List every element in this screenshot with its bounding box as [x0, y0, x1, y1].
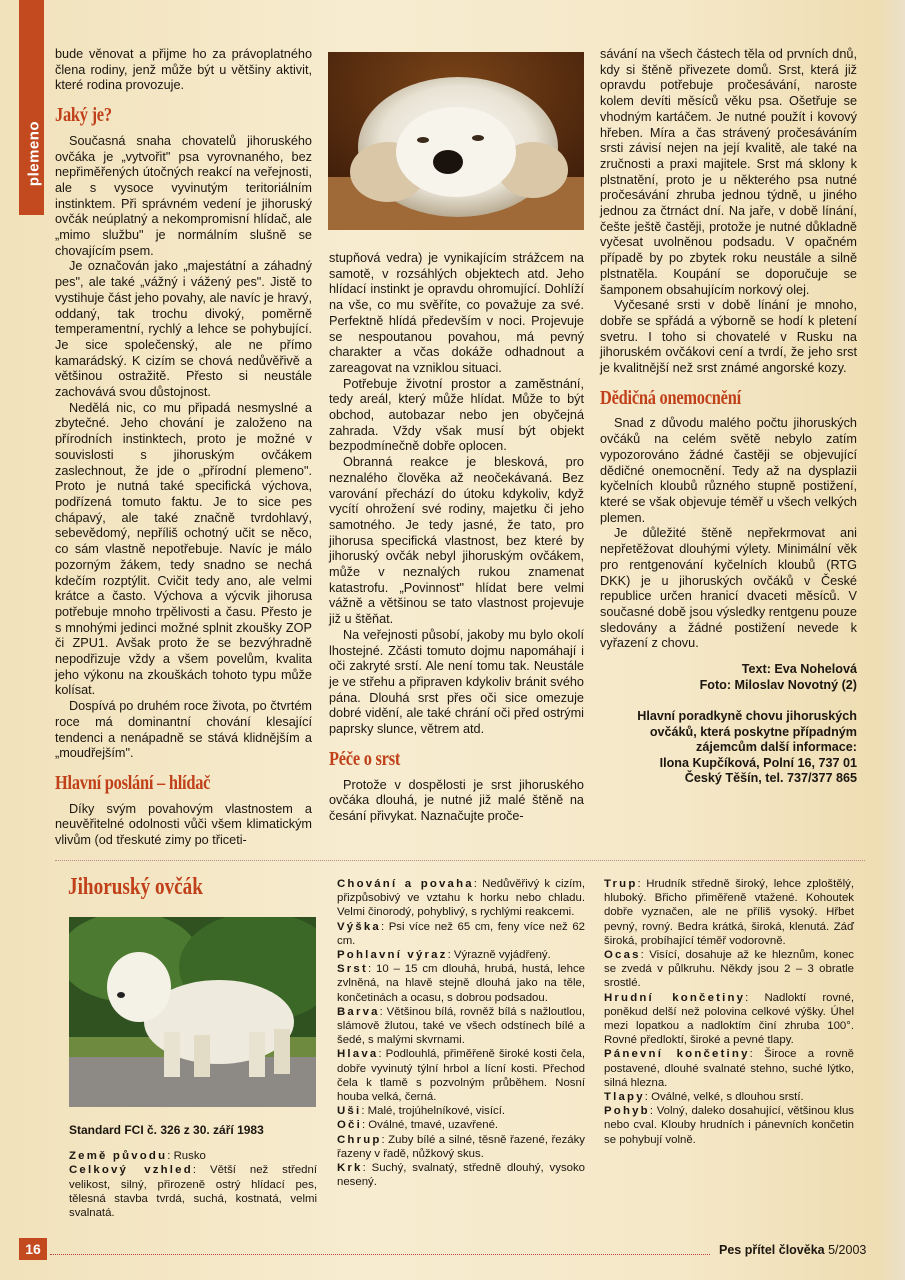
- standard-item: [604, 877, 854, 948]
- paragraph: Vyčesané srsti v době línání je mnoho, dobře se spřádá a výborně se hodí k pletení svetru. I toho si chovatelé v Rusku na jihoruském ovčákovi cení a tvrdí, že jeho srst je kvalitnější než srst známé angorské kozy.: [600, 298, 857, 376]
- standard-text: : Visící, dosahuje až ke hleznům, konec se zvedá v půlkruhu. Někdy jsou 2 – 3 obratle srostlé.: [604, 949, 854, 990]
- paragraph: Dospívá po druhém roce života, po čtvrtém roce má dominantní chování klesající tendenci a nenápadně se stává klidnějším a „moudřejším".: [55, 699, 312, 761]
- puppy-photo: [328, 52, 584, 230]
- standard-label: Pohlavní výraz: [337, 949, 448, 962]
- standard-text: : Volný, daleko dosahující, většinou klus nebo cval. Klouby hrudních i pánevních končetin se pohybují volně.: [604, 1105, 854, 1146]
- paragraph: Obranná reakce je blesková, pro neznalého člověka až neočekávaná. Bez varování přechází do útoku kdykoliv, když vycítí ohrožení své rodiny, majetku či jeho samotného. Je tedy jasné, že tato, pro jihorusa specifická vlastnost, bez které by jihoruský ovčák nebyl jihoruským ovčákem, může v neznalých rukou znamenat katastrofu. „Povinnost" hlídat bere velmi vážně a většinou se tato vlastnost projevuje již u štěňat.: [329, 455, 584, 627]
- standard-column-3: [604, 877, 854, 1147]
- standard-text: : Oválné, velké, s dlouhou srstí.: [644, 1091, 804, 1104]
- standard-text: : Nedůvěřivý k cizím, přizpůsobivý ve vztahu k horku nebo chladu. Velmi činorodý, pohyblivý, s rychlými reakcemi.: [337, 878, 585, 919]
- paragraph: stupňová vedra) je vynikajícím strážcem na samotě, v rozsáhlých objektech atd. Jeho hlídací instinkt je opravdu ohromující. Dohlíží na vše, co mu svěříte, co považuje za své. Perfektně hlídá především v noci. Projevuje se nespoutanou povahou, má pevný charakter a včas dokáže odhadnout a zareagovat na vzniklou situaci.: [329, 251, 584, 375]
- standard-text: : Podlouhlá, přiměřeně široké kosti čela, dobře vyvinutý týlní hrbol a lícní kosti. Přechod čela k tlamě s pozvolným průběhem. Nosní houba velká, černá.: [337, 1048, 585, 1104]
- standard-item: [337, 1047, 585, 1104]
- heading-dedicna-onemocneni: Dědičná onemocnění: [600, 386, 741, 409]
- paragraph: Nedělá nic, co mu připadá nesmyslné a zbytečné. Jeho chování je založeno na přírodních instinktech, proto je možné v souvislosti s jihoruským ovčákem zaslechnout, že jde o „přírodní plemeno". Proto je nutná také specifická výchova, podřízená tomuto faktu. Je to sice pes chápavý, ale také značně tvrdohlavý, sebevědomý, nepříliš ochotný učit se něco, co sám vlastně nepotřebuje. Navíc je málo pozorným žákem, tedy snadno se nechá kdečím rozptýlit. Cvičit tedy ano, ale velmi krátce a často. Výchova a výcvik jihorusa potřebuje mnoho trpělivosti a času. Přesto je s mnohými jedinci možné splnit zkoušky ZOP či ZPU1. Avšak proto že se bezvýhradně nepodřizuje vždy a všem povelům, kvalita jeho výkonu na zkouškách tohoto typu může kolísat.: [55, 400, 312, 698]
- standard-item: [337, 948, 585, 962]
- standard-title: Jihoruský ovčák: [68, 874, 203, 900]
- standard-label: Chrup: [337, 1133, 382, 1146]
- standard-text: : Větší než střední velikost, silný, přirozeně ostrý hlídací pes, tělesná stavba tvrdá, suchá, kostnatá, velmi svalnatá.: [69, 1164, 317, 1220]
- paragraph: Snad z důvodu malého počtu jihoruských ovčáků na celém světě nebylo zatím vypozorováno žádné častěji se objevující dědičné onemocnění. Tedy až na dysplazii kyčelních kloubů různého stupně postižení, které se však objevuje téměř u všech velkých plemen.: [600, 416, 857, 525]
- contact-line: Ilona Kupčíková, Polní 16, 737 01: [659, 755, 857, 770]
- standard-text: : Suchý, svalnatý, středně dlouhý, vysoko nesený.: [337, 1162, 585, 1189]
- standard-item: [337, 1161, 585, 1189]
- heading-pece-o-srst: Péče o srst: [329, 747, 401, 770]
- standard-item: [337, 962, 585, 1005]
- standard-label: Ocas: [604, 949, 641, 962]
- standard-item: [337, 877, 585, 920]
- adult-dog-photo-image: [69, 917, 316, 1107]
- standard-text: : 10 – 15 cm dlouhá, hrubá, hustá, lehce zvlněná, na hlavě stejně dlouhá jako na těle, končetinách a ocasu, s dobrou podsadou.: [337, 963, 585, 1004]
- paragraph: Protože v dospělosti je srst jihoruského ovčáka dlouhá, je nutné již malé štěně na česání přivykat. Naznačujte proče-: [329, 777, 584, 823]
- column-2: [329, 251, 584, 825]
- standard-column-1: [69, 1123, 317, 1220]
- page-edge: [877, 0, 905, 1280]
- standard-item: [604, 948, 854, 991]
- standard-label: Hlava: [337, 1048, 379, 1061]
- paragraph: Na veřejnosti působí, jakoby mu bylo okolí lhostejné. Zčásti tomuto dojmu napomáhají i oči zakryté srstí. Ale není tomu tak. Neustále je ve střehu a připraven kdykoliv bránit svého pána. Dlouhá srst přes oči sice omezuje dobré vidění, ale také chrání oči před ostrými paprsky slunce, větrem atd.: [329, 627, 584, 737]
- magazine-name: [719, 1243, 866, 1257]
- standard-label: Uši: [337, 1105, 362, 1118]
- standard-column-2: [337, 877, 585, 1189]
- section-tab-label: plemeno: [25, 120, 43, 187]
- contact-line: Český Těšín, tel. 737/377 865: [684, 771, 857, 786]
- standard-item: [604, 991, 854, 1048]
- footer-rule: [50, 1254, 710, 1255]
- credit-photo: Foto: Miloslav Novotný (2): [699, 677, 857, 692]
- standard-label: Hrudní končetiny: [604, 991, 746, 1004]
- standard-item: [337, 1005, 585, 1048]
- standard-label: Pánevní končetiny: [604, 1048, 750, 1061]
- standard-item: [337, 920, 585, 948]
- adult-dog-photo: [69, 917, 316, 1107]
- standard-label: Chování a povaha: [337, 878, 474, 890]
- standard-item: [337, 1133, 585, 1161]
- standard-text: : Hrudník středně široký, lehce zploštělý, hluboký. Břicho přiměřeně vtažené. Kohoutek dobře vyznačen, ale ne příliš vysoký. Hřbet pevný, rovný. Bedra krátká, široká, klenutá. Záď široká, probíhající téměř vodorovně.: [604, 878, 854, 947]
- magazine-title: Pes přítel člověka: [719, 1243, 825, 1257]
- standard-item: [337, 1118, 585, 1132]
- standard-label: Pohyb: [604, 1105, 650, 1118]
- paragraph: Současná snaha chovatelů jihoruského ovčáka je „vytvořit" psa vyrovnaného, bez nepřiměřených útočných reakcí na veřejnosti, ale s vysoce vyvinutým teritoriálním instinktem. Při správném vedení je jihoruský ovčák neúplatný a nekompromisní hlídač, ale „mimo službu" je normálním slušně se chovajícím psem.: [55, 133, 312, 258]
- magazine-issue: 5/2003: [828, 1243, 867, 1257]
- standard-text: : Rusko: [167, 1150, 206, 1163]
- standard-label: Srst: [337, 963, 368, 976]
- standard-text: : Široce a rovně postavené, dlouhé svalnaté stehno, suché lýtko, silná hlezna.: [604, 1048, 854, 1089]
- standard-text: : Malé, trojúhelníkové, visící.: [361, 1105, 506, 1118]
- contact-line: Hlavní poradkyně chovu jihoruských ovčáků, která poskytne případným zájemcům další informace:: [637, 709, 857, 755]
- standard-item: [69, 1163, 317, 1220]
- standard-text: : Zuby bílé a silné, těsně řazené, řezáky řazeny v řadě, nůžkový skus.: [337, 1133, 585, 1160]
- paragraph: Je označován jako „majestátní a záhadný pes", ale také „vážný i vážený pes". Jistě to vystihuje část jeho povahy, ale navíc je hravý, oddaný, tak trochu divoký, poměrně temperamentní, rychlý a lehce se pohybující. Je sice společenský, ale ne přímo kamarádský. K cizím se chová nedůvěřivě a většinou ostražitě. Přesto si neustále zachovává svou důstojnost.: [55, 259, 312, 400]
- standard-text: : Nadloktí rovné, poněkud delší než polovina celkové výšky. Úhel mezi lopatkou a nadloktím činí zhruba 100°. Rovné předloktí, široké a pevné tlapy.: [604, 991, 854, 1047]
- standard-item: [69, 1149, 317, 1163]
- standard-label: Oči: [337, 1119, 362, 1132]
- standard-item: [604, 1104, 854, 1147]
- contact-info: [600, 709, 857, 787]
- standard-item: [604, 1047, 854, 1090]
- paragraph: Je důležité štěně nepřekrmovat ani nepřetěžovat dlouhými výlety. Minimální věk pro rentgenování kyčelních kloubů (RTG DKK) je u jihoruských ovčáků v České republice určen hranicí dvaceti měsíců. V současné době jsou výsledky rentgenu pouze sledovány a žádné postižení nevede k vyřazení z chovu.: [600, 526, 857, 651]
- paragraph: sávání na všech částech těla od prvních dnů, kdy si štěně přivezete domů. Srst, která již opravdu potřebuje pročesávání, naroste kolem devíti měsíců věku psa. Ošetřuje se vhodným kartáčem. Je nutné použít i kovový hřeben. Míra a čas strávený pročesáváním srsti závisí nejen na její kvalitě, ale také na zručnosti a praxi majitele. Srst má sklony k plstnatění, proto je u některého psa nutné pročesávání zhruba jednou týdně, u jiného jednou za čtrnáct dní. Na jaře, v době línání, češte ještě častěji, protože je nutné důkladně vyčesat uvolněnou podsadu. V opačném případě by po zbytek roku neustále a silně plstnatěla. Koupání se doporučuje se šamponem obsahujícím norkový olej.: [600, 47, 857, 297]
- heading-jaky-je: Jaký je?: [55, 104, 112, 127]
- standard-label: Trup: [604, 878, 638, 890]
- standard-text: : Většinou bílá, rovněž bílá s nažloutlou, slámově žlutou, také ve všech odstínech bílé a šedé, s malými skvrnami.: [337, 1005, 585, 1047]
- standard-fci: Standard FCI č. 326 z 30. září 1983: [69, 1123, 264, 1137]
- column-3: [600, 47, 857, 787]
- section-tab: [19, 0, 44, 215]
- standard-item: [604, 1090, 854, 1104]
- credit-text: Text: Eva Nohelová: [741, 662, 857, 677]
- standard-label: Tlapy: [604, 1091, 645, 1104]
- standard-label: Krk: [337, 1162, 363, 1175]
- standard-label: Země původu: [69, 1150, 168, 1163]
- standard-label: Celkový vzhled: [69, 1164, 193, 1177]
- paragraph: bude věnovat a přijme ho za právoplatného člena rodiny, jenž může být u většiny aktivit, které rodina provozuje.: [55, 47, 312, 93]
- column-1: [55, 47, 312, 849]
- page-number: 16: [19, 1238, 47, 1260]
- puppy-photo-image: [328, 52, 584, 230]
- paragraph: Díky svým povahovým vlastnostem a neuvěřitelné odolnosti vůči všem klimatickým vlivům (od třeskuté zimy po třiceti-: [55, 801, 312, 848]
- standard-item: [337, 1104, 585, 1118]
- heading-hlavni-poslani: Hlavní poslání – hlídač: [55, 771, 211, 794]
- standard-text: : Výrazně vyjádřený.: [447, 949, 551, 962]
- standard-text: : Oválné, tmavé, uzavřené.: [361, 1119, 499, 1132]
- standard-text: : Psi více než 65 cm, feny více než 62 cm.: [337, 920, 585, 947]
- paragraph: Potřebuje životní prostor a zaměstnání, tedy areál, který může hlídat. Může to být obchod, autobazar nebo jen obyčejná zahrada. Vždy však musí být objekt bezpodmínečně dobře oplocen.: [329, 376, 584, 454]
- standard-label: Barva: [337, 1005, 380, 1018]
- standard-label: Výška: [337, 920, 381, 933]
